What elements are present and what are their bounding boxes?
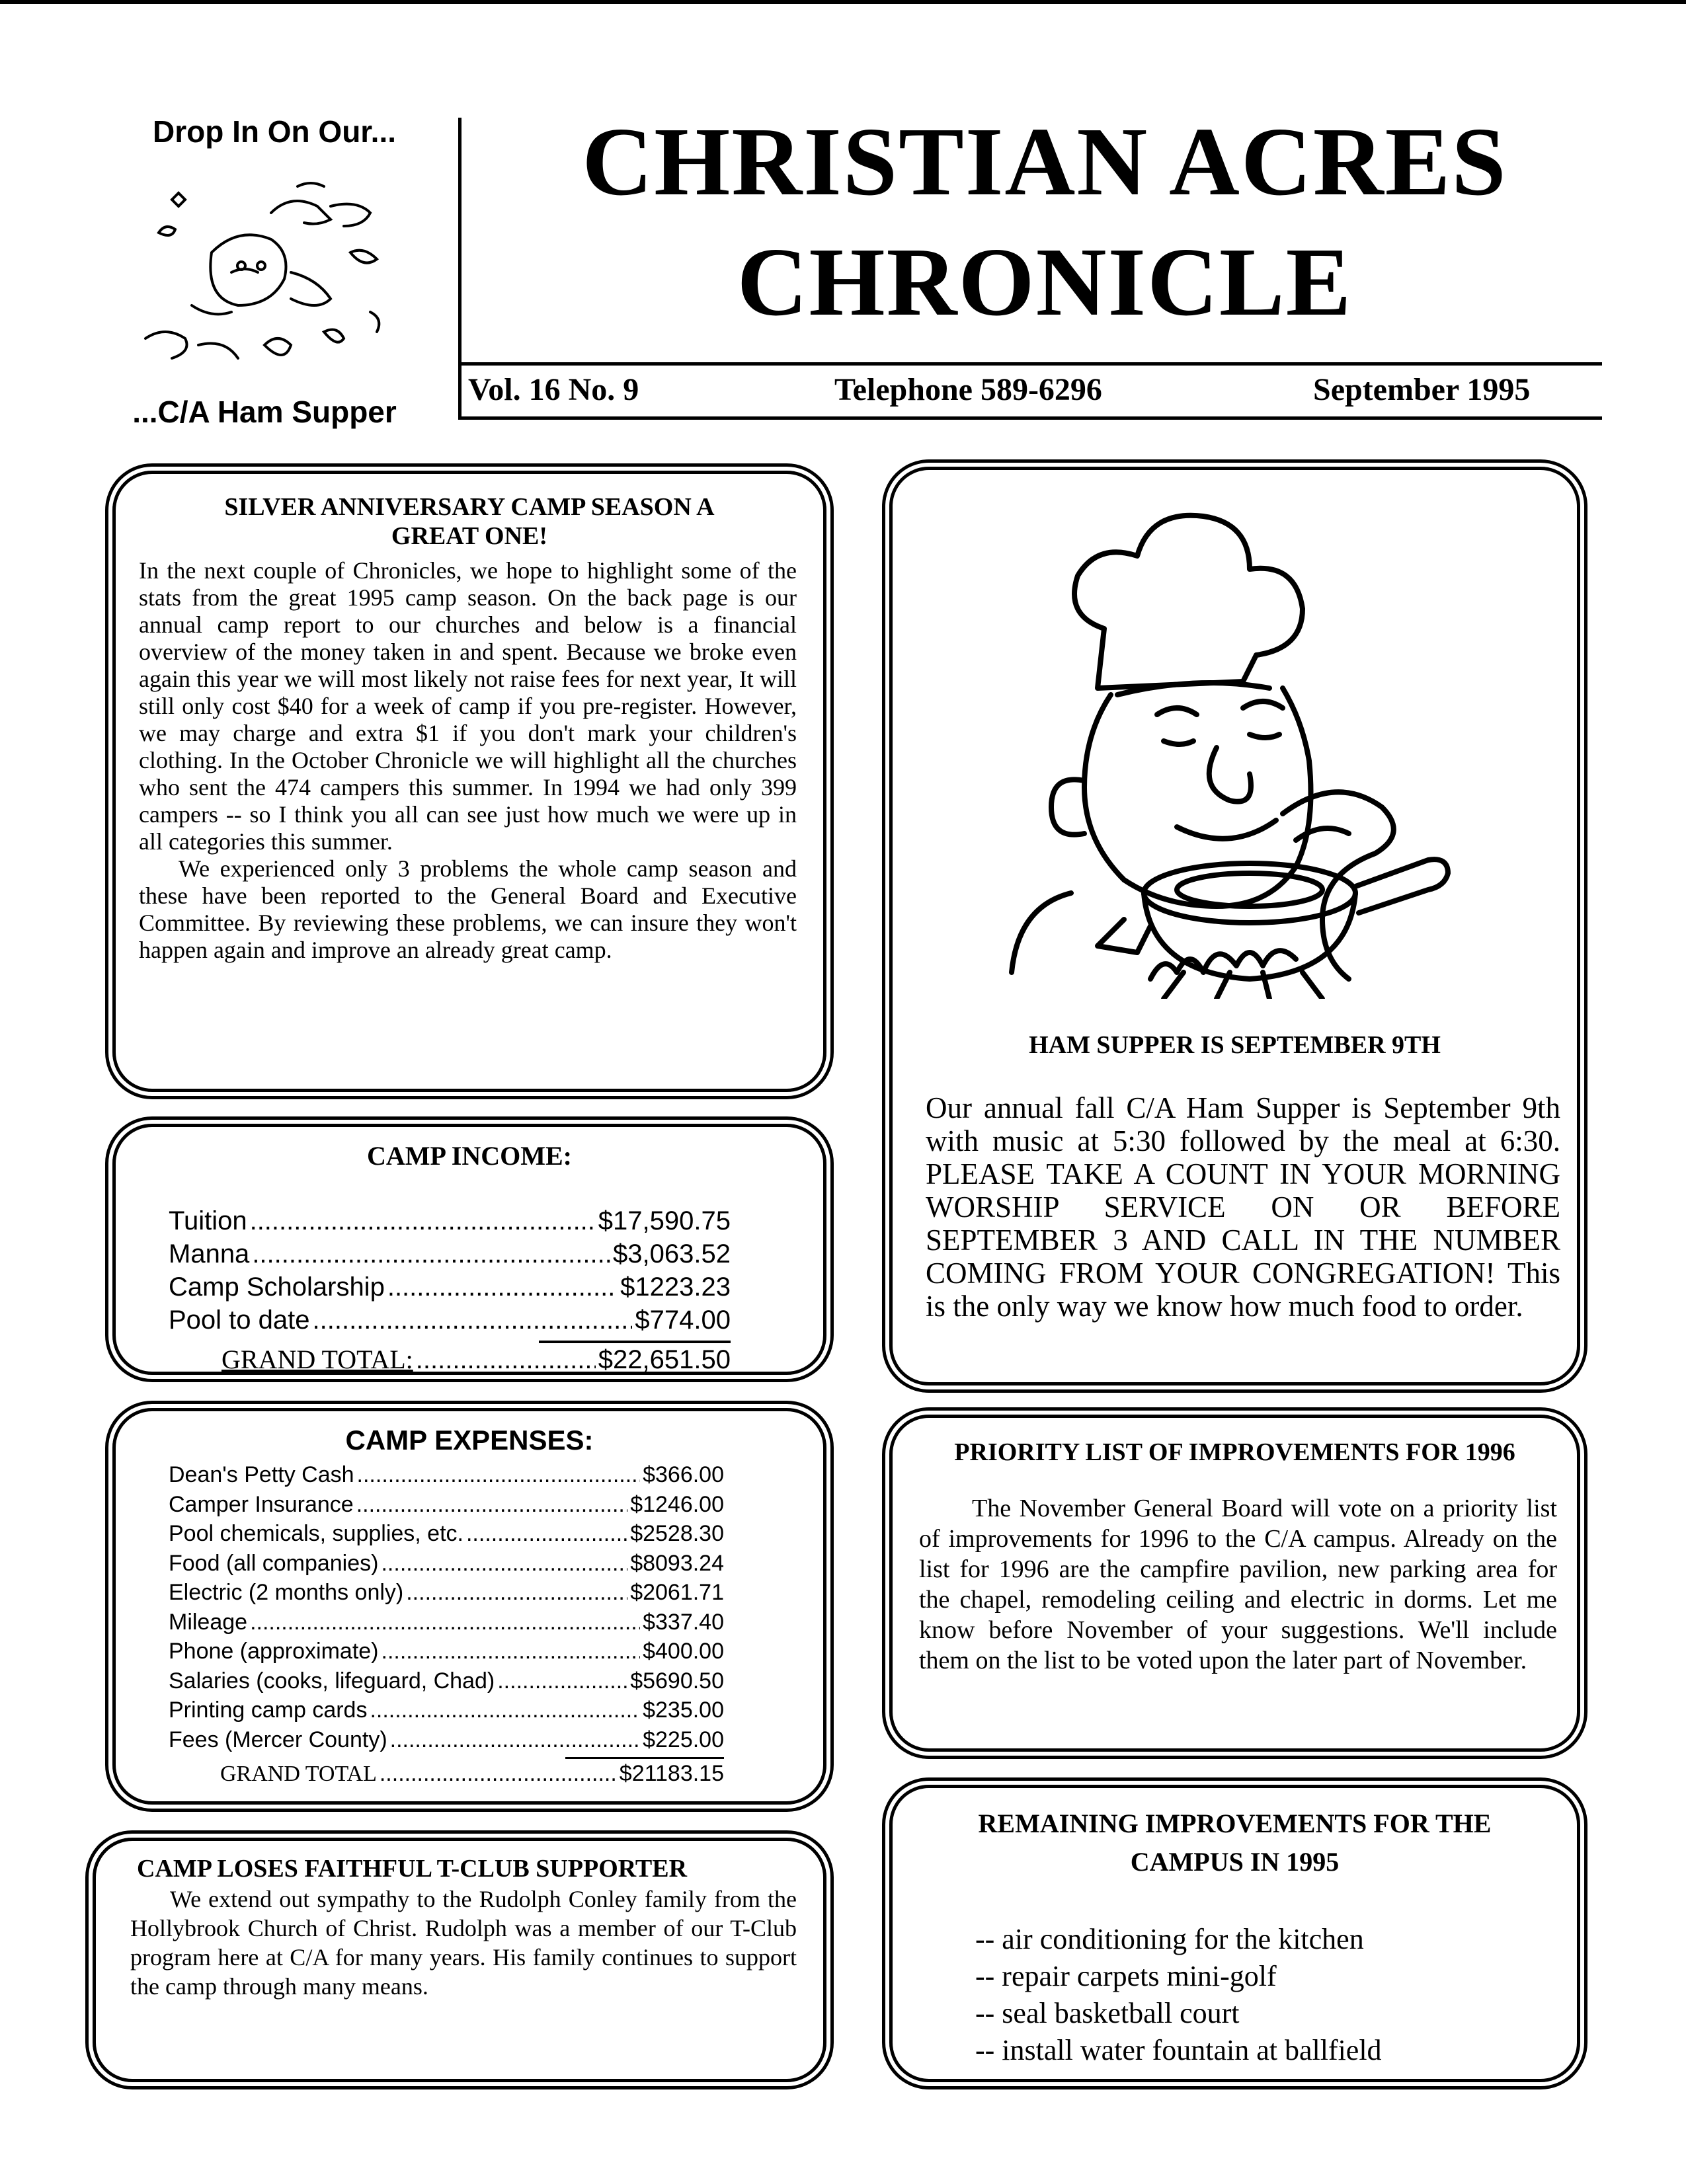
priority-list-box [889,1415,1580,1752]
expenses-grand-total: GRAND TOTAL ..... $21183.15 [220,1759,724,1789]
masthead-rule-top [458,362,1602,366]
tclub-body: We extend out sympathy to the Rudolph Conley family from the Hollybrook Church of Christ. Rudolph was a member of our T-Club program here at C/A for many years. His family continues to support the camp through many means. [130,1886,797,2000]
expense-row: Printing camp cards ..... $235.00 [169,1696,724,1725]
income-row-manna: Manna ..... $3,063.52 [169,1237,731,1270]
volume-number: Vol. 16 No. 9 [468,372,639,407]
list-item: -- air conditioning for the kitchen [975,1923,1364,1955]
silver-anniversary-box [112,471,826,1092]
expense-row: Salaries (cooks, lifeguard, Chad) ..... $5690.50 [169,1666,724,1696]
promo-top-text: Drop In On Our... [153,114,396,149]
expense-row: Electric (2 months only) ..... $2061.71 [169,1578,724,1608]
masthead-rule-bottom [458,416,1602,420]
issue-date: September 1995 [1313,372,1531,407]
expense-row: Camper Insurance ..... $1246.00 [169,1490,724,1520]
camp-income-list [169,1204,731,1376]
list-item: -- install water fountain at ballfield [975,2034,1382,2066]
telephone: Telephone 589-6296 [834,372,1102,407]
expense-row: Phone (approximate) ..... $400.00 [169,1637,724,1666]
silver-anniversary-body [139,557,797,964]
masthead-title-line1: CHRISTIAN ACRES [582,108,1507,216]
silver-paragraph-1: In the next couple of Chronicles, we hope to highlight some of the stats from the great 1995 camp season. On the back page is our annual camp report to our churches and below is a financial overview of the money taken in and spent. Because we broke even again this year we will most likely not raise fees for next year, It will still only cost $40 for a week of camp if you pre-register. However, we may charge and extra $1 if you don't mark your children's clothing. In the October Chronicle we will highlight all the churches who sent the 474 campers this summer. In 1994 we had only 399 campers -- so I think you all can see just how much we were up in all categories this summer. [139,557,797,855]
income-grand-total: GRAND TOTAL: ..... $22,651.50 [221,1343,731,1376]
camp-income-box [112,1124,826,1375]
ham-supper-body: Our annual fall C/A Ham Supper is September 9th with music at 5:30 followed by the meal at 6:30. PLEASE TAKE A COUNT IN YOUR MORNING WORSHIP SERVICE ON OR BEFORE SEPTEMBER 3 AND CALL IN THE NUMBER COMING FROM YOUR CONGREGATION! This is the only way we know how much food to order. [926,1091,1560,1323]
camp-expenses-box [112,1408,826,1805]
expense-row: Pool chemicals, supplies, etc. ..... $2528.30 [169,1519,724,1549]
expense-row: Fees (Mercer County) ..... $225.00 [169,1725,724,1755]
list-item: -- seal basketball court [975,1997,1240,2029]
page-top-border [0,0,1686,4]
ham-supper-cartoon [132,173,417,385]
expense-row: Mileage ..... $337.40 [169,1608,724,1637]
camp-income-title: CAMP INCOME: [367,1141,572,1171]
priority-list-body: The November General Board will vote on a priority list of improvements for 1996 to the C/A campus. Already on the list for 1996 are the campfire pavilion, new parking area for the chapel, remodeling ceiling and electric in dorms. Let me know before November of your suggestions. We'll include them on the list to be voted upon the later part of November. [919,1495,1557,1674]
priority-list-title: PRIORITY LIST OF IMPROVEMENTS FOR 1996 [954,1438,1515,1466]
camp-expenses-title: CAMP EXPENSES: [345,1424,594,1456]
tclub-box [93,1838,826,2082]
expense-row: Food (all companies) ..... $8093.24 [169,1549,724,1579]
camp-expenses-list [169,1460,724,1789]
silver-paragraph-2: We experienced only 3 problems the whole camp season and these have been reported to the General Board and Executive Committee. By reviewing these problems, we can insure they won't happen again and improve an already great camp. [139,855,797,963]
masthead-title-line2: CHRONICLE [737,228,1353,336]
list-item: -- repair carpets mini-golf [975,1960,1277,1992]
remaining-improvements-list [975,1921,1577,2069]
income-row-pool: Pool to date ..... $774.00 [169,1304,731,1337]
remaining-improvements-title: REMAINING IMPROVEMENTS FOR THE CAMPUS IN 1995 [978,1809,1492,1877]
income-row-tuition: Tuition ..... $17,590.75 [169,1204,731,1237]
income-row-scholarship: Camp Scholarship ..... $1223.23 [169,1270,731,1304]
promo-bottom-text: ...C/A Ham Supper [132,395,397,429]
ham-supper-box [889,467,1580,1385]
remaining-improvements-box [889,1785,1580,2082]
expense-row: Dean's Petty Cash ..... $366.00 [169,1460,724,1490]
tclub-title: CAMP LOSES FAITHFUL T-CLUB SUPPORTER [137,1855,688,1883]
ham-supper-title: HAM SUPPER IS SEPTEMBER 9TH [1029,1031,1441,1059]
silver-anniversary-title: SILVER ANNIVERSARY CAMP SEASON A GREAT ONE! [224,493,715,550]
masthead-divider [458,118,462,419]
chef-cooking-illustration [965,496,1468,999]
